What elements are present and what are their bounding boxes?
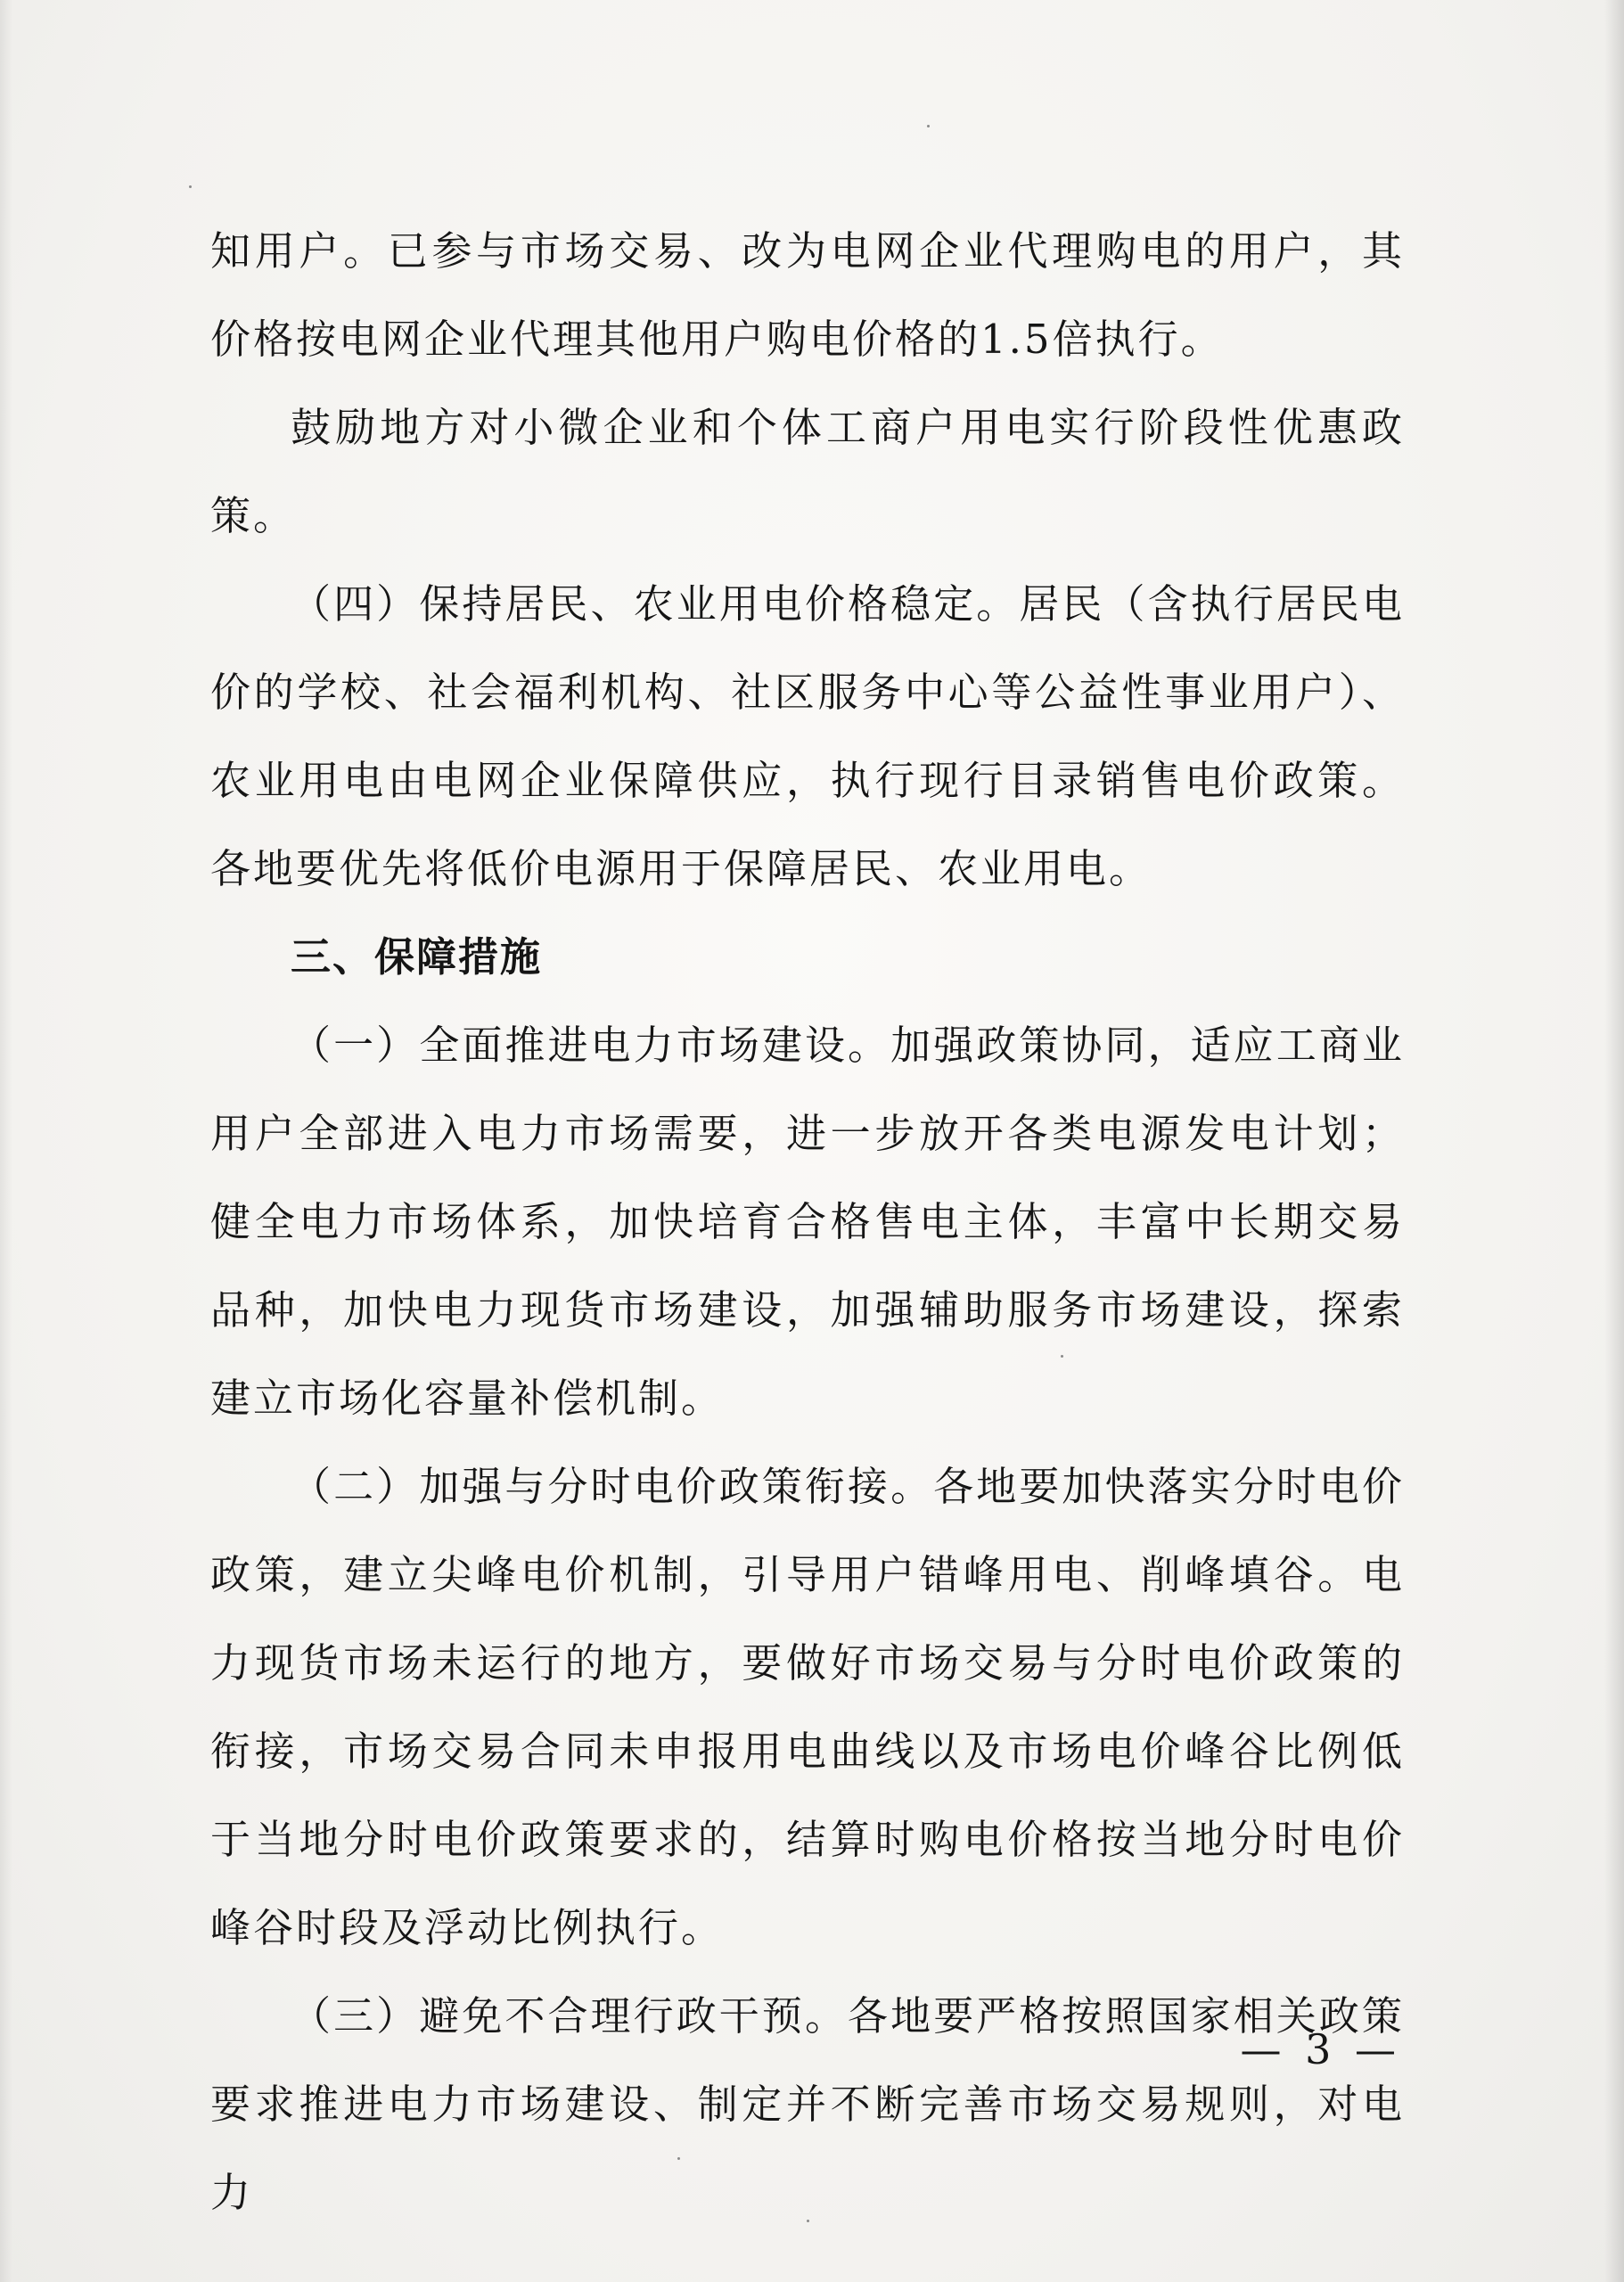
- paragraph-time-of-use-pricing: （二）加强与分时电价政策衔接。各地要加快落实分时电价政策，建立尖峰电价机制，引导用户错峰用电、削峰填谷。电力现货市场未运行的地方，要做好市场交易与分时电价政策的衔接，市场交易合同未申报用电曲线以及市场电价峰谷比例低于当地分时电价政策要求的，结算时购电价格按当地分时电价峰谷时段及浮动比例执行。: [210, 1463, 1405, 1951]
- scan-shadow-left: [0, 0, 12, 2282]
- paragraph-residential-agricultural-price: （四）保持居民、农业用电价格稳定。居民（含执行居民电价的学校、社会福利机构、社区服务中心等公益性事业用户）、农业用电由电网企业保障供应，执行现行目录销售电价政策。各地要优先将低价电源用于保障居民、农业用电。: [210, 580, 1405, 892]
- scan-speck: [927, 125, 930, 127]
- paragraph-small-business-policy: 鼓励地方对小微企业和个体工商户用电实行阶段性优惠政策。: [210, 404, 1405, 539]
- section-heading-safeguards: 三、保障措施: [291, 933, 543, 981]
- scan-speck: [189, 185, 192, 188]
- paragraph-market-construction: （一）全面推进电力市场建设。加强政策协同，适应工商业用户全部进入电力市场需要，进一步放开各类电源发电计划；健全电力市场体系，加快培育合格售电主体，丰富中长期交易品种，加快电力现货市场建设，加强辅助服务市场建设，探索建立市场化容量补偿机制。: [210, 1022, 1405, 1422]
- paragraph-continuation: 知用户。已参与市场交易、改为电网企业代理购电的用户，其价格按电网企业代理其他用户购电价格的1.5倍执行。: [210, 227, 1405, 363]
- scan-shadow-right: [1604, 0, 1624, 2282]
- paragraph-administrative-intervention: （三）避免不合理行政干预。各地要严格按照国家相关政策要求推进电力市场建设、制定并不断完善市场交易规则，对电力: [210, 1992, 1405, 2216]
- document-body: [210, 207, 1405, 2237]
- page-number: — 3 —: [1240, 2025, 1401, 2073]
